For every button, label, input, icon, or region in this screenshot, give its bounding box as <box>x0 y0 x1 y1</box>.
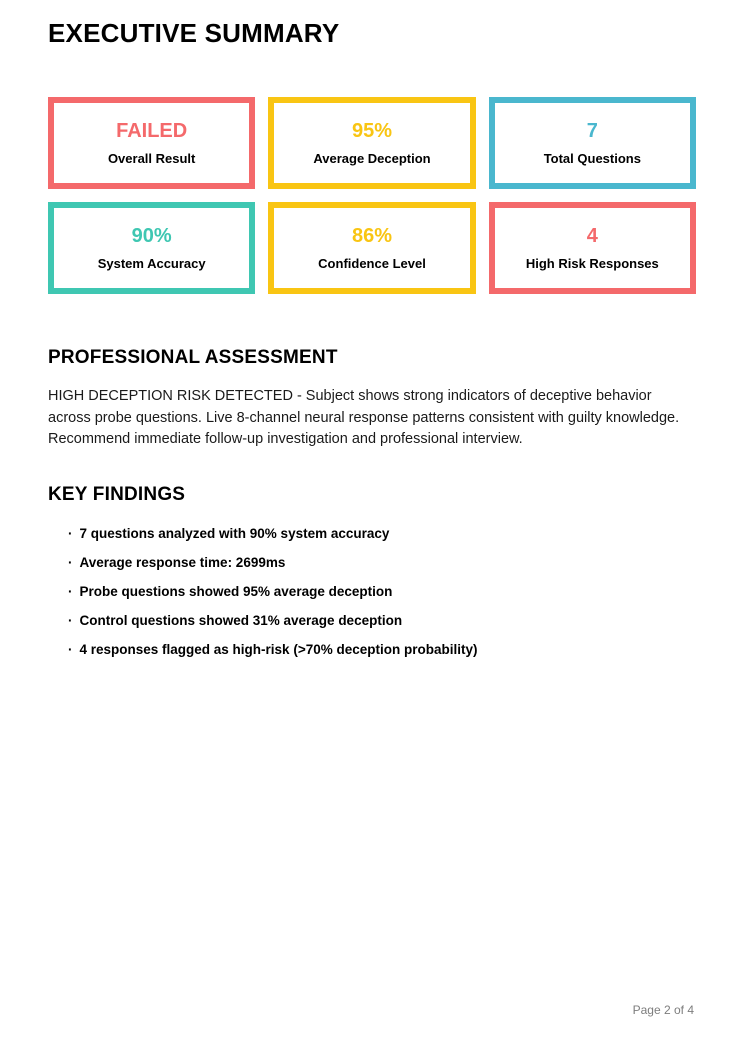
bullet-icon: · <box>68 612 73 628</box>
findings-list <box>48 527 696 657</box>
stat-value: 7 <box>586 120 598 142</box>
finding-item <box>68 527 696 541</box>
stat-box-confidence-level <box>268 202 475 294</box>
finding-text: Control questions showed 31% average deception <box>79 612 403 628</box>
finding-item <box>68 614 696 628</box>
stat-box-high-risk-responses <box>489 202 696 294</box>
finding-text: Average response time: 2699ms <box>79 554 286 570</box>
stat-label: Total Questions <box>543 151 641 166</box>
bullet-icon: · <box>68 554 73 570</box>
stat-label: System Accuracy <box>97 256 206 271</box>
stat-value: 90% <box>131 225 172 247</box>
stat-box-average-deception <box>268 97 475 189</box>
stat-value: 4 <box>586 225 598 247</box>
stat-box-total-questions <box>489 97 696 189</box>
assessment-heading: PROFESSIONAL ASSESSMENT <box>48 347 338 368</box>
bullet-icon: · <box>68 583 73 599</box>
findings-heading: KEY FINDINGS <box>48 483 186 505</box>
bullet-icon: · <box>68 525 73 541</box>
finding-text: Probe questions showed 95% average deception <box>79 583 393 599</box>
stat-label: High Risk Responses <box>525 256 659 271</box>
stat-value: FAILED <box>116 120 188 142</box>
key-findings-section <box>48 484 696 657</box>
stat-box-overall-result <box>48 97 255 189</box>
summary-stats-grid <box>48 97 696 294</box>
stat-value: 95% <box>351 120 392 142</box>
page-title: EXECUTIVE SUMMARY <box>48 18 340 48</box>
stat-box-system-accuracy <box>48 202 255 294</box>
bullet-icon: · <box>68 641 73 657</box>
professional-assessment-section <box>48 347 696 451</box>
stat-label: Overall Result <box>107 151 196 166</box>
stat-label: Confidence Level <box>318 256 426 271</box>
page-number: Page 2 of 4 <box>632 1003 694 1017</box>
finding-item <box>68 643 696 657</box>
stat-value: 86% <box>351 225 392 247</box>
stat-label: Average Deception <box>313 151 431 166</box>
finding-text: 4 responses flagged as high-risk (>70% deception probability) <box>79 641 478 657</box>
finding-item <box>68 585 696 599</box>
assessment-body-text: HIGH DECEPTION RISK DETECTED - Subject shows strong indicators of deceptive behavior across probe questions. Live 8-channel neural response patterns consistent with guilty knowledge. Recommend immediate follow-up investigation and professional interview. <box>48 388 680 447</box>
finding-item <box>68 556 696 570</box>
finding-text: 7 questions analyzed with 90% system accuracy <box>79 525 390 541</box>
